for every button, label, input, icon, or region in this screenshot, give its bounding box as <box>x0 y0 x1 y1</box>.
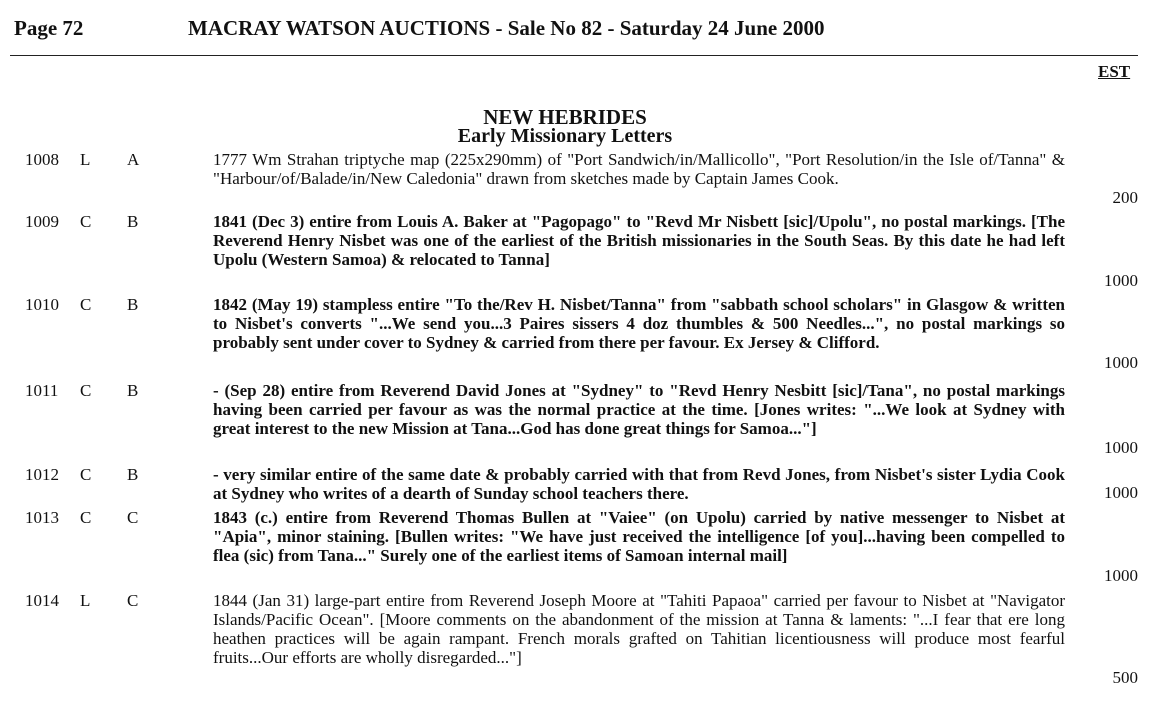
lot-estimate: 1000 <box>1104 438 1138 457</box>
lot-grade: C <box>127 591 139 610</box>
lot-number: 1011 <box>25 381 59 400</box>
lot-type: C <box>80 381 92 400</box>
header-title: MACRAY WATSON AUCTIONS - Sale No 82 - Saturday 24 June 2000 <box>188 16 825 40</box>
section-title: NEW HEBRIDES <box>483 105 647 129</box>
lot-number: 1008 <box>25 150 59 169</box>
lot-description: 1842 (May 19) stampless entire "To the/Rev H. Nisbet/Tanna" from "sabbath school scholars" in Glasgow & written to Nisbet's converts "...We send you...3 Paires sissers 4 doz thumbles & 500 Needles...", no postal markings so probably sent under cover to Sydney & carried from there per favour. Ex Jersey & Clifford. <box>213 295 1065 352</box>
lot-number: 1013 <box>25 508 59 527</box>
header-divider <box>10 55 1138 56</box>
lot-estimate: 1000 <box>1104 271 1138 290</box>
lot-type: C <box>80 212 92 231</box>
section-subtitle: Early Missionary Letters <box>457 125 673 147</box>
lot-grade: B <box>127 295 139 314</box>
estimate-column-label: EST <box>1098 62 1131 81</box>
lot-description: 1843 (c.) entire from Reverend Thomas Bullen at "Vaiee" (on Upolu) carried by native messenger to Nisbet at "Apia", minor staining. [Bullen writes: "We have just received the intelligence [of you]...having been compelled to flea (sic) from Tana..." Surely one of the earliest items of Samoan internal mail] <box>213 508 1065 565</box>
lot-estimate: 1000 <box>1104 353 1138 372</box>
lot-type: C <box>80 465 92 484</box>
lot-description: 1844 (Jan 31) large-part entire from Reverend Joseph Moore at "Tahiti Papaoa" carried per favour to Nisbet at "Navigator Islands/Pacific Ocean". [Moore comments on the abandonment of the mission at Tanna & laments: "...I fear that ere long heathen practices will be again rampant. French morals grafted on Tahitian licentiousness will produce most fearful fruits...Our efforts are wholly disregarded..."] <box>213 591 1065 667</box>
page-number: Page 72 <box>14 16 84 40</box>
lot-grade: B <box>127 381 139 400</box>
lot-number: 1010 <box>25 295 59 314</box>
lot-type: C <box>80 508 92 527</box>
lot-estimate: 1000 <box>1104 483 1138 502</box>
lot-estimate: 1000 <box>1104 566 1138 585</box>
lot-number: 1014 <box>25 591 59 610</box>
lot-description: - (Sep 28) entire from Reverend David Jones at "Sydney" to "Revd Henry Nesbitt [sic]/Tana", no postal markings having been carried per favour as was the normal practice at the time. [Jones writes: "...We look at Sydney with great interest to the new Mission at Tana...God has done great things for Samoa..."] <box>213 381 1065 438</box>
lot-number: 1009 <box>25 212 59 231</box>
lot-grade: B <box>127 465 139 484</box>
lot-type: C <box>80 295 92 314</box>
lot-grade: C <box>127 508 139 527</box>
lot-type: L <box>80 591 91 610</box>
lot-grade: B <box>127 212 139 231</box>
lot-description: 1841 (Dec 3) entire from Louis A. Baker at "Pagopago" to "Revd Mr Nisbett [sic]/Upolu", no postal markings. [The Reverend Henry Nisbet was one of the earliest of the British missionaries in the South Seas. By this date he had left Upolu (Western Samoa) & relocated to Tanna] <box>213 212 1065 269</box>
lot-description: - very similar entire of the same date & probably carried with that from Revd Jones, from Nisbet's sister Lydia Cook at Sydney who writes of a dearth of Sunday school teachers there. <box>213 465 1065 503</box>
lot-estimate: 500 <box>1112 668 1138 687</box>
page-header <box>14 16 1138 46</box>
lot-description: 1777 Wm Strahan triptyche map (225x290mm) of "Port Sandwich/in/Mallicollo", "Port Resolution/in the Isle of/Tanna" & "Harbour/of/Balade/in/New Caledonia" drawn from sketches made by Captain James Cook. <box>213 150 1065 188</box>
lot-type: L <box>80 150 91 169</box>
lot-number: 1012 <box>25 465 59 484</box>
lot-estimate: 200 <box>1112 188 1138 207</box>
lot-grade: A <box>127 150 140 169</box>
